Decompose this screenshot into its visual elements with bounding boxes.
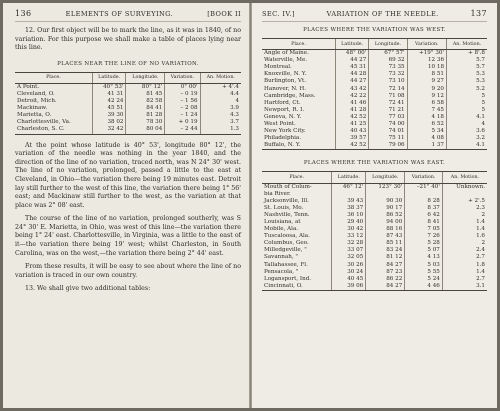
value-cell: 8 51 [407,71,446,78]
value-cell: 4 46 [405,283,443,291]
value-cell: 73 32 [369,71,407,78]
table-title-west: PLACES WHERE THE VARIATION WAS WEST. [303,27,446,33]
value-cell: 86 52 [366,212,405,219]
value-cell: 44 27 [336,78,369,85]
place-cell: Milledgeville, " [264,247,307,254]
place-cell: Savannah, " [264,254,298,261]
value-cell: 0° 00' [165,83,200,91]
value-cell: 5 34 [407,128,446,135]
value-cell: 74 00 [369,121,407,128]
value-cell: 73 35 [369,64,407,71]
table-row [262,100,487,107]
table-header-row [262,172,487,183]
table-row [262,262,487,269]
paragraph-results: From these results, it will be easy to see about where the line of no variation is traced in our own country. [15,263,241,279]
value-cell: 2.3 [442,205,487,212]
value-cell: 80° 12' [126,83,165,91]
value-cell: 43 42 [336,86,369,93]
value-cell: 88 16 [366,226,405,233]
column-header: Place. [262,39,336,50]
place-cell: Marietta, O. [17,112,52,119]
value-cell: 44 27 [336,57,369,64]
value-cell: 42 52 [336,114,369,121]
value-cell: 38 37 [332,205,366,212]
value-cell: 41 31 [92,91,126,98]
east-variation-table [262,171,487,291]
table-row [262,212,487,219]
place-cell: Mackinaw. [17,105,48,112]
place-cell: Charleston, S. C. [15,126,92,134]
value-cell: 84 27 [366,283,405,291]
place-cell: Columbus, Geo. [264,240,309,247]
value-cell: 42 52 [336,142,369,150]
value-cell: 3.6 [447,128,488,135]
section-label: SEC. IV.] [262,10,295,18]
place-cell: Cambridge, Mass. [264,92,316,99]
value-cell: – 0 19 [165,91,200,98]
value-cell: 72 41 [369,100,407,107]
left-page [3,3,249,408]
value-cell: 45 31 [336,64,369,71]
table-row [262,219,487,226]
value-cell: 3.9 [200,105,241,112]
value-cell: 42 24 [92,98,126,105]
value-cell: 5.3 [447,71,488,78]
table-row [262,198,487,205]
value-cell: 69 32 [369,57,407,64]
table-row [262,191,487,198]
value-cell: 5 07 [405,247,443,254]
value-cell: 94 00 [366,219,405,226]
table-row [262,121,487,128]
column-header: An. Motion. [200,72,241,83]
value-cell: 39 57 [336,135,369,142]
value-cell: + 4'.4 [200,83,241,91]
place-cell: West Point. [264,121,296,128]
place-cell: Charlottesville, Va. [17,119,71,126]
value-cell: 2 [442,212,487,219]
value-cell: 5.2 [447,86,488,93]
table-row [262,283,487,291]
column-header: Latitude. [92,72,126,83]
value-cell: – 2 08 [165,105,200,112]
table-row [262,247,487,254]
table-row [262,64,487,71]
value-cell: 73 10 [369,78,407,85]
value-cell: 84 27 [366,262,405,269]
value-cell: + 2'.5 [442,198,487,205]
value-cell: 1.4 [442,226,487,233]
column-header: Longitude. [369,39,407,50]
value-cell: 33 12 [332,233,366,240]
value-cell: 2.4 [442,247,487,254]
paragraph-13: 13. We shall give two additional tables: [25,285,151,293]
table-row [15,126,241,134]
value-cell: 45 51 [92,105,126,112]
value-cell: 41 46 [336,100,369,107]
value-cell: 40° 53' [92,83,126,91]
value-cell: 77 03 [369,114,407,121]
paragraph-12: 12. Our first object will be to mark the line, as it was in 1840, of no variation. For this purpose we shall make a table of places lying near this line. [15,27,241,52]
value-cell: 123° 30' [366,183,405,191]
value-cell: 39 06 [332,283,366,291]
table-row [15,119,241,126]
value-cell: 32 05 [332,254,366,261]
place-cell: Buffalo, N. Y. [262,142,336,150]
value-cell: 39 43 [332,198,366,205]
value-cell: 1.4 [442,219,487,226]
table-body [15,83,241,134]
value-cell: 8 28 [405,198,443,205]
value-cell: 3.7 [200,119,241,126]
value-cell: 78 30 [126,119,165,126]
right-page [252,3,497,408]
place-cell: Jacksonville, Ill. [264,197,309,204]
value-cell: 4 [200,98,241,105]
value-cell: 41 28 [336,107,369,114]
table-row [262,240,487,247]
value-cell: 4.3 [200,112,241,119]
value-cell: 2.7 [442,276,487,283]
place-cell: Louisiana, at [264,218,301,225]
column-header: Place. [262,172,332,183]
value-cell: 10 18 [407,64,446,71]
value-cell [442,191,487,198]
book-label: [BOOK II [207,10,241,18]
value-cell: 86 22 [366,276,405,283]
table-row [262,86,487,93]
table-row [262,107,487,114]
value-cell: 90 30 [366,198,405,205]
value-cell: 6 52 [407,121,446,128]
value-cell: 1.3 [200,126,241,134]
value-cell: 9 12 [407,93,446,100]
column-header: Variation. [405,172,443,183]
value-cell: 3.2 [447,135,488,142]
place-cell: Montreal. [264,64,292,71]
value-cell: 2.7 [442,254,487,261]
page-number: 136 [15,9,32,18]
place-cell: Burlington, Vt. [264,78,306,85]
value-cell: + 0 19 [165,119,200,126]
table-header-row [262,39,487,50]
table-row [15,112,241,119]
value-cell: –21° 40' [405,183,443,191]
column-header: Latitude. [332,172,366,183]
value-cell: 4 [447,121,488,128]
value-cell: 5 [447,100,488,107]
place-cell: Tallahassee, Fl. [264,261,308,268]
value-cell: 9 20 [407,86,446,93]
value-cell: 1.6 [442,233,487,240]
value-cell: 5 [447,107,488,114]
value-cell: 40 45 [332,276,366,283]
place-cell: Nashville, Tenn. [264,211,310,218]
column-header: Variation. [407,39,446,50]
value-cell: 5 [447,93,488,100]
value-cell: 82 58 [126,98,165,105]
value-cell: 85 11 [366,240,405,247]
value-cell: – 2 44 [165,126,200,134]
value-cell: 4 13 [405,254,443,261]
value-cell: 9 27 [407,78,446,85]
value-cell: 80 04 [126,126,165,134]
book-spread [3,3,497,408]
value-cell: 81 12 [366,254,405,261]
column-header: An. Motion. [447,39,488,50]
table-row [262,276,487,283]
table-row [262,205,487,212]
value-cell: 5 03 [405,262,443,269]
table-row [262,78,487,85]
table-row [262,135,487,142]
value-cell: 36 10 [332,212,366,219]
value-cell: 8 37 [405,205,443,212]
value-cell: 81 45 [126,91,165,98]
value-cell: 30 26 [332,262,366,269]
place-cell: Logansport, Ind. [264,275,312,282]
value-cell: – 1 24 [165,112,200,119]
place-cell: Waterville, Me. [264,57,308,64]
left-running-header [15,9,241,22]
value-cell: 67° 57' [369,50,407,58]
value-cell: 90 17 [366,205,405,212]
place-cell: St. Louis, Mo. [264,204,304,211]
right-running-header [262,9,487,22]
value-cell: 71 21 [369,107,407,114]
value-cell: 4 08 [407,135,446,142]
value-cell: 71 08 [369,93,407,100]
value-cell: 41 25 [336,121,369,128]
table-row [262,71,487,78]
value-cell: 87 23 [366,269,405,276]
table-title-east: PLACES WHERE THE VARIATION WAS EAST. [303,160,446,167]
place-cell: Pensacola, " [264,268,299,275]
table-row [262,269,487,276]
no-variation-table [15,72,241,135]
table-header-row [15,72,241,83]
value-cell: 7 45 [407,107,446,114]
column-header: Longitude. [366,172,405,183]
value-cell: 33 07 [332,247,366,254]
value-cell: 29 40 [332,219,366,226]
value-cell: 32 42 [92,126,126,134]
value-cell: 1 37 [407,142,446,150]
value-cell: 5 24 [405,276,443,283]
value-cell: 8 41 [405,219,443,226]
place-cell: A Point. [17,83,40,90]
value-cell: 72 14 [369,86,407,93]
value-cell: + 8'.8 [447,50,488,58]
table-row [262,233,487,240]
place-cell: Detroit, Mich. [17,98,57,105]
value-cell: 48° 00' [336,50,369,58]
place-cell: Tuscaloosa, Ala. [264,233,310,240]
running-title: VARIATION OF THE NEEDLE. [326,10,439,18]
value-cell [332,191,366,198]
value-cell: 1.4 [442,269,487,276]
value-cell: 3.1 [442,283,487,291]
value-cell: 83 24 [366,247,405,254]
paragraph-course: The course of the line of no variation, prolonged southerly, was S 24° 30' E. Marietta, in Ohio, was west of this line—the variation there being 1° 24' east. Charlottesville, in Virginia, was a little to the east of it—the variation there being 19' west; whilst Charleston, in South Carolina, was on the west,—the variation there being 2° 44' east. [15,215,241,257]
value-cell: 12 36 [407,57,446,64]
table-row [15,83,241,91]
value-cell: 5 28 [405,240,443,247]
table-body [262,50,487,150]
value-cell: +19° 30' [407,50,446,58]
place-cell: bia River. [264,190,291,197]
table-row [15,98,241,105]
value-cell: 38 02 [92,119,126,126]
table-row [15,91,241,98]
table-row [262,254,487,261]
place-cell: Hartford, Ct. [264,99,301,106]
value-cell: 74 01 [369,128,407,135]
column-header: Latitude. [336,39,369,50]
value-cell: 42 22 [336,93,369,100]
value-cell: 6 42 [405,212,443,219]
column-header: Variation. [165,72,200,83]
value-cell: 5.7 [447,64,488,71]
value-cell: 87 43 [366,233,405,240]
table-row [15,105,241,112]
column-header: Longitude. [126,72,165,83]
value-cell: Unknown. [442,183,487,191]
table-row [262,93,487,100]
table-row [262,50,487,58]
place-cell: Hanover, N. H. [264,85,307,92]
value-cell: 46° 12' [332,183,366,191]
column-header: An. Motion. [442,172,487,183]
place-cell: Mouth of Colum- [264,183,312,190]
paragraph-point: At the point whose latitude is 40° 53', longitude 80° 12', the variation of the needle was nothing in the year 1840, and the direction of the line of no variation, traced north, was N 24° 30' west. The line of no variation, prolonged, passed a little to the east at Cleveland, in Ohio—the variation there being 19 minutes east. Detroit lay still further to the west of this line, the variation there being 1° 56' east; and Mackinaw still further to the west, as the variation at that place was 2° 08' east. [15,141,241,209]
value-cell [366,191,405,198]
value-cell: 2 [442,240,487,247]
running-title: ELEMENTS OF SURVEYING. [65,10,174,18]
value-cell: 4.1 [447,142,488,150]
table-row [262,57,487,64]
value-cell: 84 41 [126,105,165,112]
value-cell: 7 05 [405,226,443,233]
value-cell: 30 24 [332,269,366,276]
value-cell: 5.3 [447,78,488,85]
value-cell: 44 28 [336,71,369,78]
value-cell: 4.1 [447,114,488,121]
table-row [262,226,487,233]
value-cell: 1.8 [442,262,487,269]
place-cell: New York City. [264,128,306,135]
place-cell: Cleveland, O. [17,90,55,97]
value-cell: 32 28 [332,240,366,247]
table-row [262,142,487,150]
value-cell [405,191,443,198]
value-cell: 5.7 [447,57,488,64]
value-cell: 39 30 [92,112,126,119]
place-cell: Knoxville, N. Y. [264,71,307,78]
value-cell: 7 26 [405,233,443,240]
value-cell: 40 43 [336,128,369,135]
table-row [262,128,487,135]
value-cell: 30 42 [332,226,366,233]
table-body [262,183,487,290]
value-cell: 5 55 [405,269,443,276]
value-cell: 81 28 [126,112,165,119]
value-cell: 6 58 [407,100,446,107]
table-title: PLACES NEAR THE LINE OF NO VARIATION. [57,60,199,67]
place-cell: Mobile, Ala. [264,226,299,233]
place-cell: Angle of Maine. [264,50,309,57]
place-cell: Philadelphia. [264,135,302,142]
value-cell: – 1 56 [165,98,200,105]
place-cell: Newport, R. I. [264,106,305,113]
value-cell: 79 06 [369,142,407,150]
table-row [262,114,487,121]
west-variation-table [262,38,487,150]
value-cell: 4 18 [407,114,446,121]
column-header: Place. [15,72,92,83]
table-row [262,183,487,191]
page-number: 137 [470,9,487,18]
place-cell: Cincinnati, O. [262,283,332,291]
value-cell: 4.4 [200,91,241,98]
place-cell: Geneva, N. Y. [264,113,302,120]
value-cell: 75 11 [369,135,407,142]
